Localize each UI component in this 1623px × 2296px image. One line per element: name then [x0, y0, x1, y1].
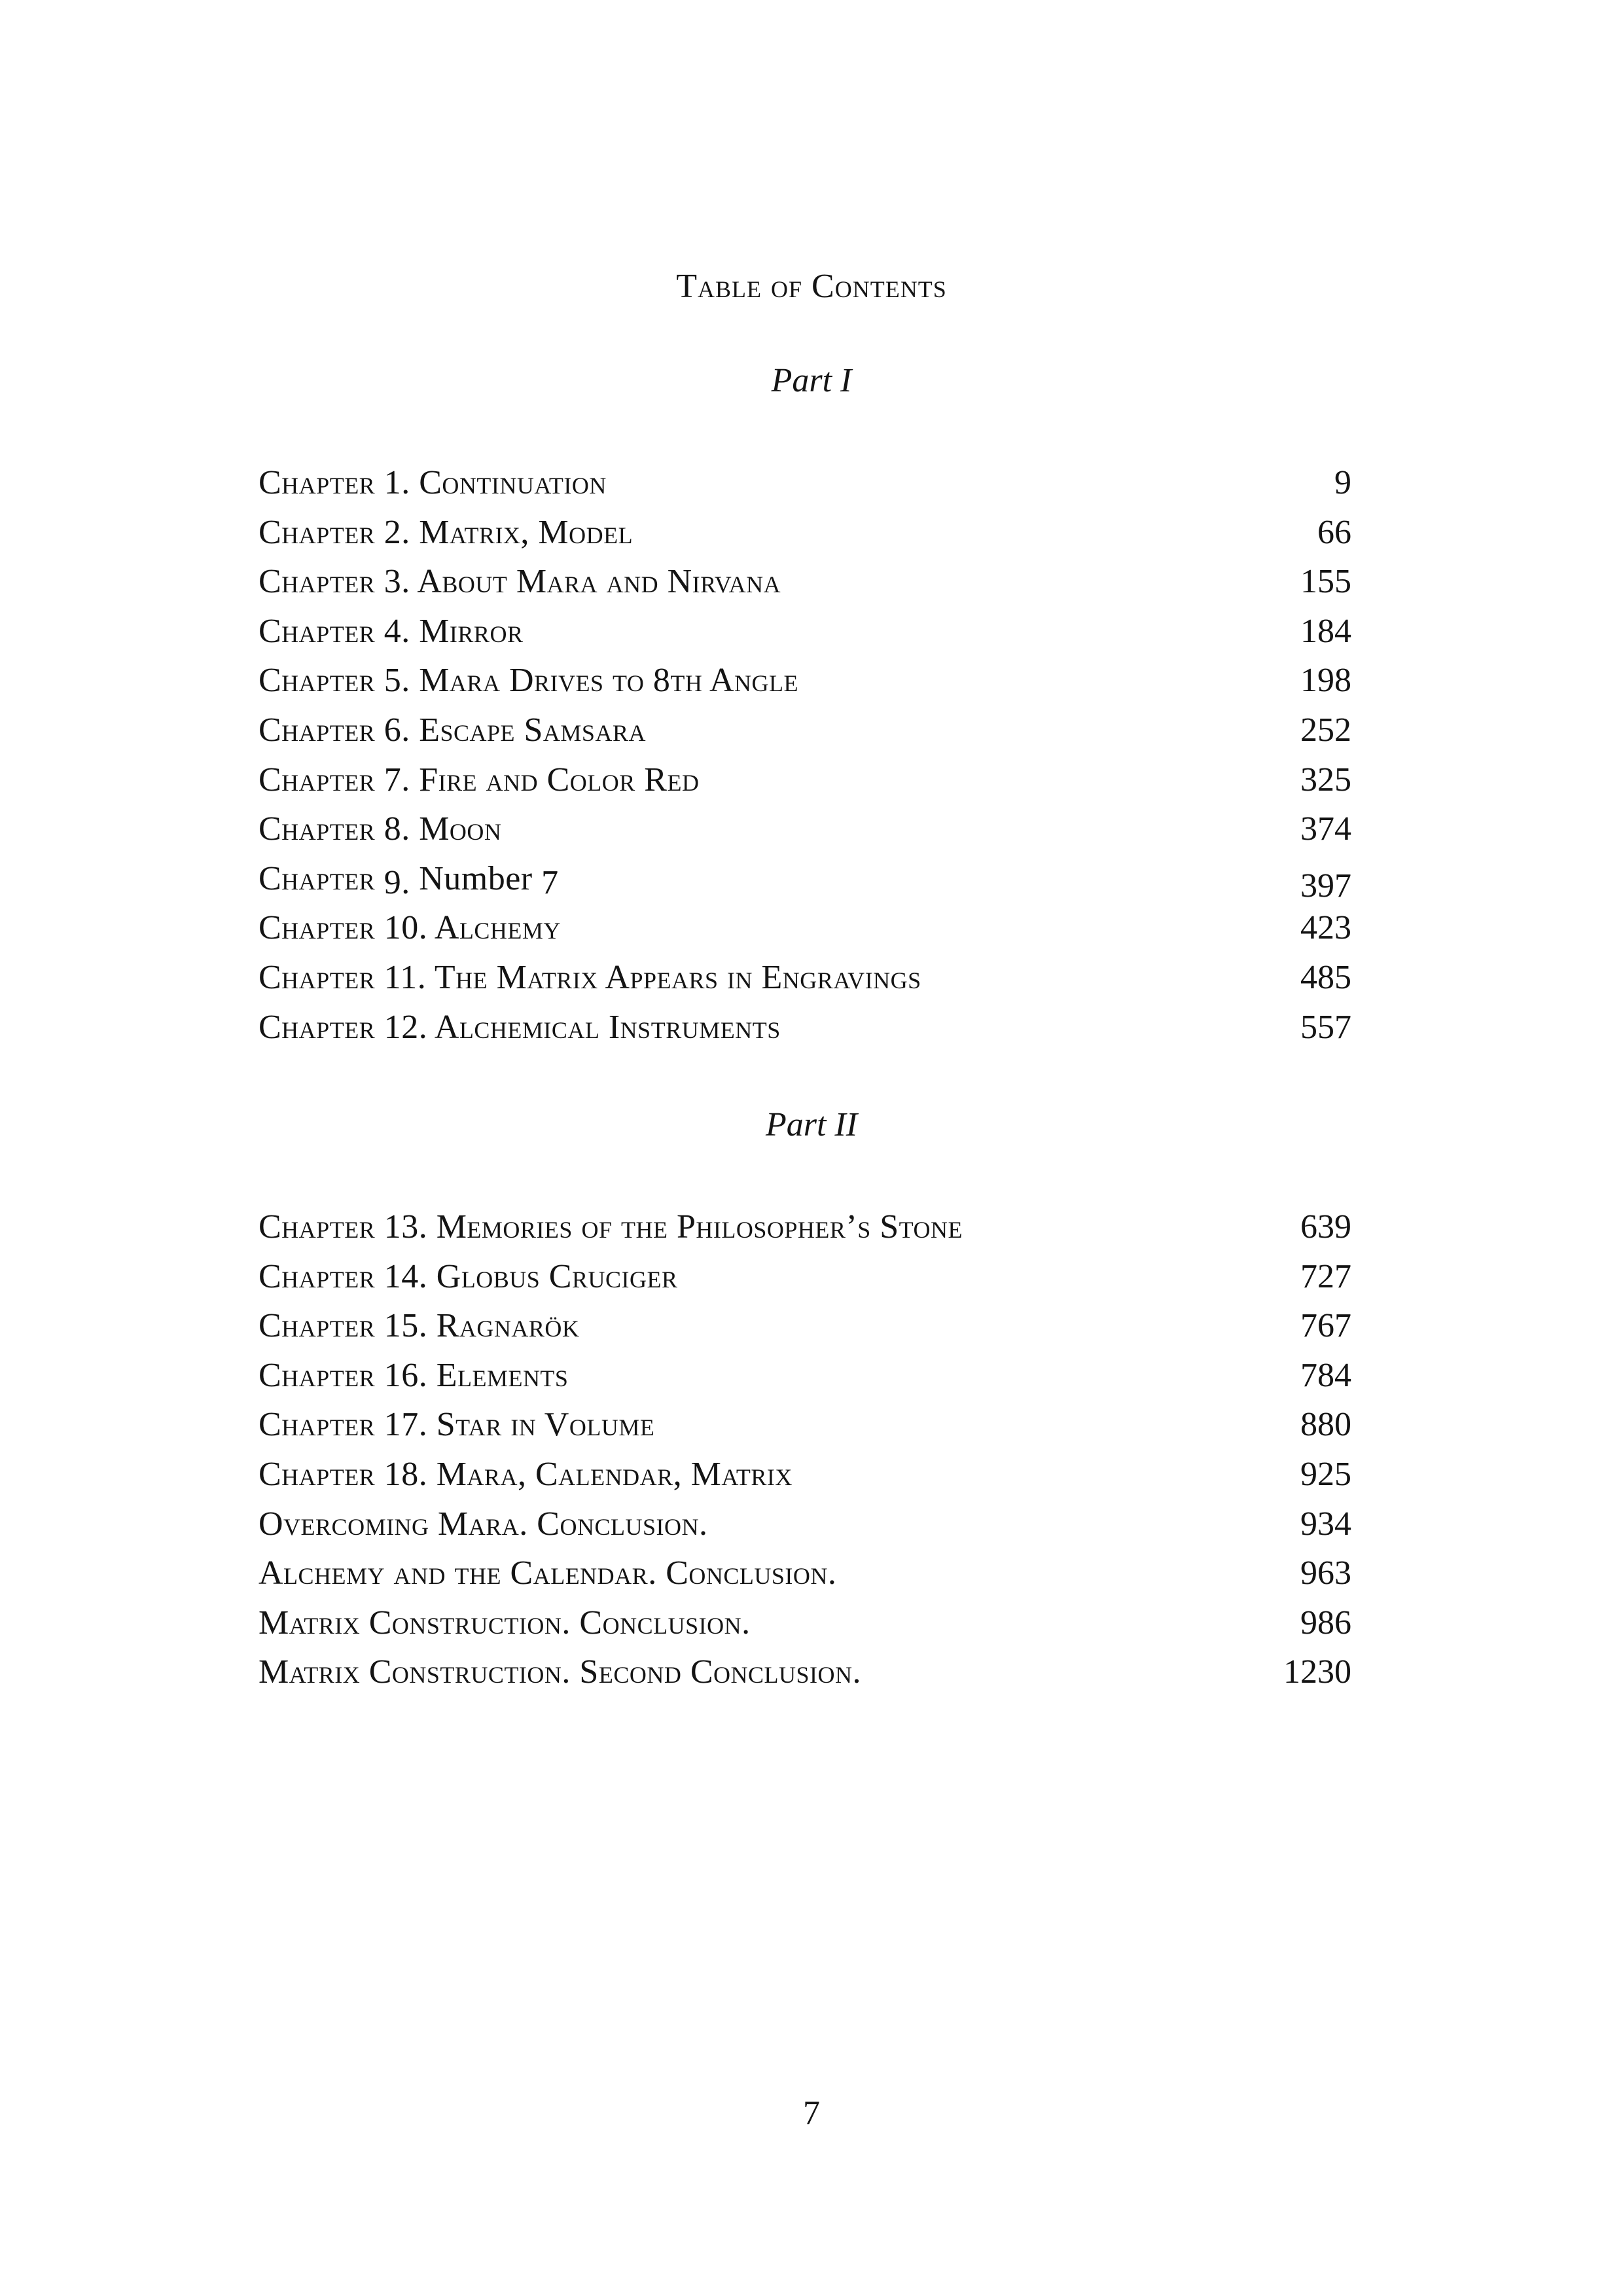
toc-entry	[259, 1202, 1351, 1252]
toc-entry	[259, 953, 1351, 1003]
toc-entry-title: Chapter 8. Moon	[259, 810, 502, 848]
toc-entry-title: Chapter 14. Globus Cruciger	[259, 1257, 678, 1295]
toc-entry-page: 880	[1300, 1406, 1351, 1444]
toc-entry	[259, 903, 1351, 953]
toc-entry	[259, 755, 1351, 805]
toc-entry-title: Alchemy and the Calendar. Conclusion.	[259, 1554, 837, 1592]
toc-entry-page: 986	[1300, 1604, 1351, 1641]
toc-list-part-2	[259, 1202, 1351, 1697]
toc-list-part-1	[259, 458, 1351, 1052]
toc-entry	[259, 1400, 1351, 1450]
page-title: Table of Contents	[676, 268, 947, 305]
toc-entry-title: Chapter 1. Continuation	[259, 464, 607, 501]
toc-entry-title: Chapter 13. Memories of the Philosopher’s Stone	[259, 1208, 963, 1246]
toc-entry-title: Chapter 6. Escape Samsara	[259, 711, 646, 749]
toc-entry-page: 925	[1300, 1455, 1351, 1493]
toc-entry-page: 639	[1300, 1208, 1351, 1246]
toc-entry-page: 727	[1300, 1257, 1351, 1295]
toc-entry	[259, 1499, 1351, 1549]
toc-entry-page: 66	[1317, 513, 1351, 551]
toc-entry-page: 557	[1300, 1008, 1351, 1046]
toc-entry-title: Chapter 9. Number 7	[259, 859, 559, 901]
section-heading-part-1: Part I	[771, 362, 852, 399]
toc-entry-title: Chapter 18. Mara, Calendar, Matrix	[259, 1455, 793, 1493]
toc-entry-page: 423	[1300, 909, 1351, 947]
toc-entry	[259, 607, 1351, 656]
section-heading-part-2: Part II	[765, 1106, 858, 1143]
toc-entry	[259, 1647, 1351, 1697]
toc-entry	[259, 1351, 1351, 1401]
page-number-value: 7	[803, 2094, 820, 2132]
toc-entry-page: 485	[1300, 958, 1351, 996]
toc-entry-page: 397	[1300, 867, 1351, 905]
page-number	[0, 2091, 1623, 2130]
toc-entry-page: 252	[1300, 711, 1351, 749]
toc-entry-title: Chapter 11. The Matrix Appears in Engravings	[259, 958, 921, 996]
toc-entry-page: 9	[1334, 464, 1351, 501]
toc-entry-title: Matrix Construction. Second Conclusion.	[259, 1653, 862, 1691]
toc-entry-page: 767	[1300, 1307, 1351, 1345]
toc-entry-page: 784	[1300, 1356, 1351, 1394]
toc-entry-title: Chapter 5. Mara Drives to 8th Angle	[259, 662, 798, 700]
toc-entry	[259, 706, 1351, 755]
toc-entry-page: 374	[1300, 810, 1351, 848]
toc-entry	[259, 1252, 1351, 1302]
toc-entry-title: Chapter 10. Alchemy	[259, 909, 561, 947]
toc-entry-title: Chapter 16. Elements	[259, 1356, 569, 1394]
toc-entry-page: 155	[1300, 563, 1351, 601]
toc-entry-page: 934	[1300, 1505, 1351, 1543]
toc-entry	[259, 1301, 1351, 1351]
toc-entry	[259, 854, 1351, 904]
toc-entry-title: Matrix Construction. Conclusion.	[259, 1604, 751, 1641]
toc-entry	[259, 458, 1351, 508]
toc-entry-title: Chapter 4. Mirror	[259, 612, 524, 650]
toc-entry-title: Overcoming Mara. Conclusion.	[259, 1505, 708, 1543]
toc-entry-title: Chapter 3. About Mara and Nirvana	[259, 563, 781, 601]
toc-entry	[259, 1549, 1351, 1598]
toc-entry-title: Chapter 17. Star in Volume	[259, 1406, 655, 1444]
toc-entry-page: 198	[1300, 662, 1351, 700]
toc-entry	[259, 1598, 1351, 1648]
toc-entry-title: Chapter 2. Matrix, Model	[259, 513, 633, 551]
toc-entry	[259, 1450, 1351, 1499]
toc-entry	[259, 1003, 1351, 1052]
toc-entry	[259, 656, 1351, 706]
toc-entry	[259, 508, 1351, 558]
toc-entry-title: Chapter 7. Fire and Color Red	[259, 761, 700, 798]
toc-entry-title: Chapter 15. Ragnarök	[259, 1307, 580, 1345]
toc-entry-page: 184	[1300, 612, 1351, 650]
toc-entry-title: Chapter 12. Alchemical Instruments	[259, 1008, 781, 1046]
toc-entry	[259, 804, 1351, 854]
toc-entry	[259, 557, 1351, 607]
toc-entry-page: 963	[1300, 1554, 1351, 1592]
toc-entry-page: 325	[1300, 761, 1351, 798]
toc-entry-page: 1230	[1283, 1653, 1351, 1691]
